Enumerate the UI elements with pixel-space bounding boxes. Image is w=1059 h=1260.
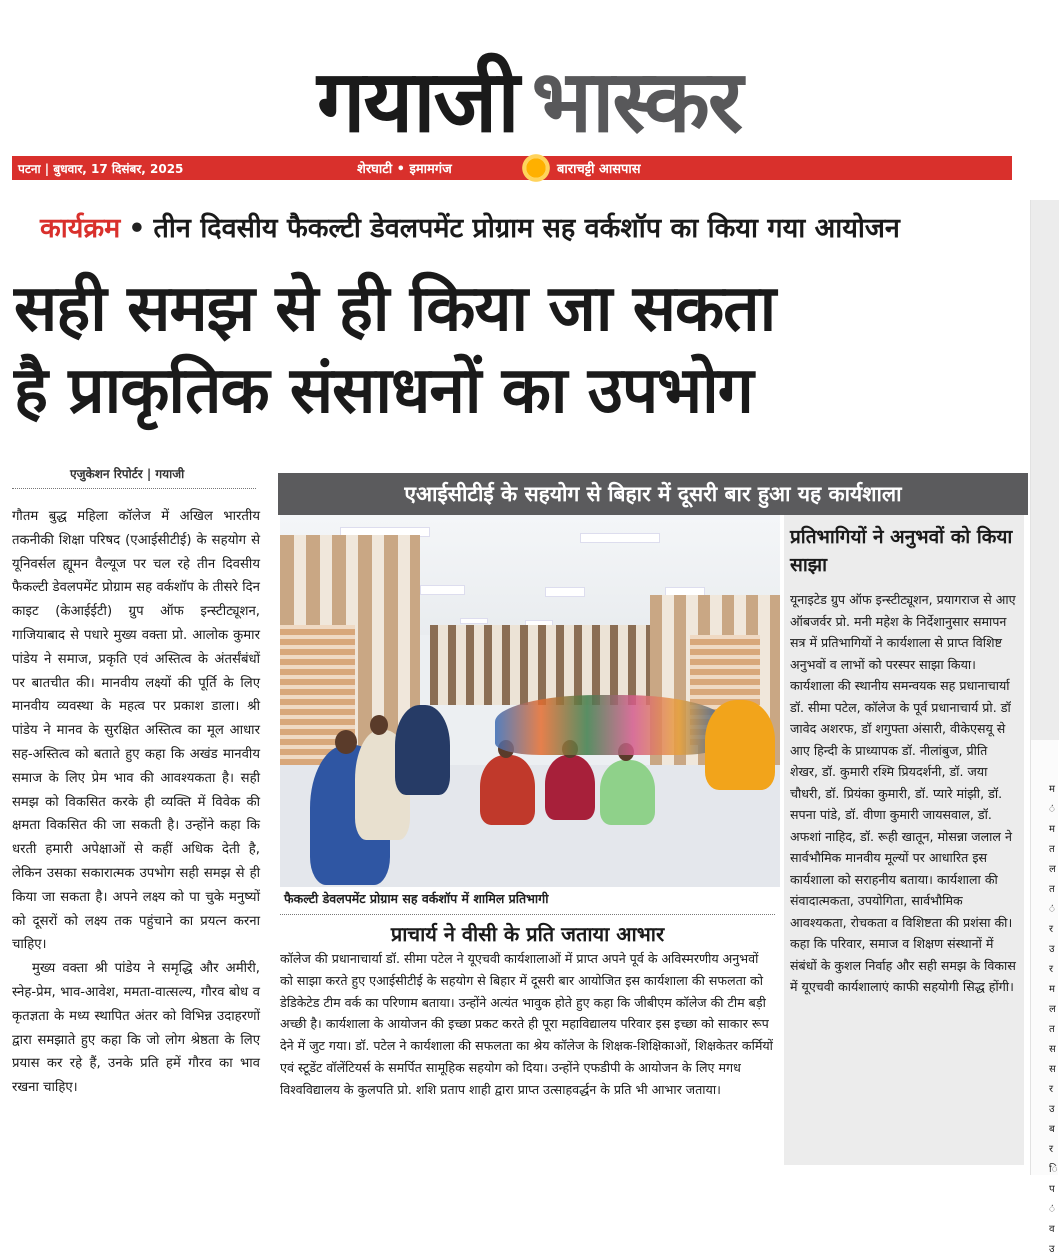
- dateline: पटना | बुधवार, 17 दिसंबर, 2025: [18, 162, 184, 176]
- caption-divider: [280, 914, 775, 915]
- headline-line-2: है प्राकृतिक संसाधनों का उपभोग: [14, 354, 753, 428]
- subheading-principal-thanks: प्राचार्य ने वीसी के प्रति जताया आभार: [390, 922, 665, 946]
- kicker-text: तीन दिवसीय फैकल्टी डेवलपमेंट प्रोग्राम सह वर्कशॉप का किया गया आयोजन: [153, 213, 900, 244]
- section-location-1: शेरघाटी • इमामगंज: [357, 162, 452, 177]
- body-paragraph: मुख्य वक्ता श्री पांडेय ने समृद्धि और अमीरी, स्नेह-प्रेम, भाव-आवेश, ममता-वात्सल्य, गौरव बोध व कृतज्ञता के मध्य स्थापित अंतर को विभिन्न उदाहरणों द्वारा समझाते हुए कहा कि जो लोग श्रेष्ठता के लिए प्रयास कर रहे हैं, उनके प्रति हमें गौरव का भाव रखना चाहिए।: [12, 961, 260, 1096]
- byline-city: गयाजी: [155, 467, 185, 481]
- section-strip: [12, 156, 1012, 180]
- adjacent-article-text-fragment: म ं म त ल त ं र उ र म ल त स स र उ ब र ि प ं व उ: [1049, 784, 1058, 1255]
- bullet-separator: •: [128, 213, 146, 244]
- article-headline: [14, 268, 1014, 432]
- adjacent-article-edge: [1030, 200, 1058, 1255]
- event-photo: [280, 515, 780, 887]
- sidebar-heading: प्रतिभागियों ने अनुभवों को किया साझा: [790, 526, 1013, 576]
- newspaper-masthead: [0, 40, 1058, 150]
- body-paragraph: गौतम बुद्ध महिला कॉलेज में अखिल भारतीय तकनीकी शिक्षा परिषद (एआईसीटीई) के सहयोग से यूनिवर्सल ह्यूमन वैल्यूज पर चल रहे तीन दिवसीय फैकल्टी डेवलपमेंट प्रोग्राम सह वर्कशॉप के तीसरे दिन काइट (केआईईटी) ग्रुप ऑफ इन्स्टीट्यूशन, गाजियाबाद से पधारे मुख्य वक्ता प्रो. आलोक कुमार पांडेय ने समाज, प्रकृति एवं अस्तित्व के अंतर्संबंधों पर बातचीत की। मानवीय लक्ष्यों की पूर्ति के लिए मानवीय व्यवस्था के महत्व पर प्रकाश डाला। श्री पांडेय ने मानव के सुरक्षित अस्तित्व का मूल आधार सह-अस्तित्व को बताते हुए कहा कि अखंड मानवीय समाज के लिए प्रेम भाव की आवश्यकता है। सही समझ को विकसित करके ही व्यक्ति में विवेक की क्षमता विकसित की जा सकती है। उन्होंने कहा कि धरती हमारी अपेक्षाओं से कहीं अधिक देती है, लेकिन उसका सकारात्मक उपभोग सही समझ से ही किया जा सकता है। अपने लक्ष्य को पा चुके मनुष्यों को दूसरों को लक्ष्य तक पहुंचाने का प्रयत्न करना चाहिए।: [12, 509, 260, 953]
- article-body-middle-column: कॉलेज की प्रधानाचार्या डॉ. सीमा पटेल ने यूएचवी कार्यशालाओं में प्राप्त अपने पूर्व के अविस्मरणीय अनुभवों को साझा करते हुए एआईसीटीई के सहयोग से बिहार में दूसरी बार आयोजित इस कार्यशाला की सफलता को डेडिकेटेड टीम वर्क का परिणाम बताया। उन्होंने अत्यंत भावुक होते हुए कहा कि जीबीएम कॉलेज की टीम बड़ी अच्छी है। कार्यशाला के आयोजन की इच्छा प्रकट करते ही पूरा महाविद्यालय परिवार इस इच्छा को साकार रूप देने में जुट गया। डॉ. पटेल ने कार्यशाला की सफलता का श्रेय कॉलेज के शिक्षक-शिक्षिकाओं, शिक्षकेतर कर्मियों एवं स्टूडेंट वॉलेंटियर्स के समर्पित सामूहिक सहयोग को दिया। उन्होंने एफडीपी के आयोजन के लिए मगध विश्वविद्यालय के कुलपति प्रो. शशि प्रताप शाही द्वारा प्राप्त उत्साहवर्द्धन के प्रति भी आभार जताया।: [280, 951, 773, 1097]
- headline-line-1: सही समझ से ही किया जा सकता: [14, 272, 776, 346]
- kicker-tag: कार्यक्रम: [40, 213, 121, 244]
- article-kicker: [40, 208, 900, 245]
- sun-logo-icon: [520, 152, 552, 184]
- sidebar-participants-box: [784, 515, 1024, 1165]
- byline-divider: [12, 488, 256, 489]
- byline-role: एजुकेशन रिपोर्टर: [70, 467, 143, 481]
- byline: एजुकेशन रिपोर्टर | गयाजी: [70, 467, 185, 481]
- article-body-left-column: [12, 505, 260, 1100]
- photo-banner-headline: एआईसीटीई के सहयोग से बिहार में दूसरी बार हुआ यह कार्यशाला: [278, 473, 1028, 515]
- section-location-2: बाराचट्टी आसपास: [557, 162, 641, 177]
- masthead-title-city: गयाजी: [316, 52, 518, 152]
- photo-caption: फैकल्टी डेवलपमेंट प्रोग्राम सह वर्कशॉप में शामिल प्रतिभागी: [284, 891, 549, 906]
- sidebar-body: यूनाइटेड ग्रुप ऑफ इन्स्टीट्यूशन, प्रयागराज से आए ऑबजर्वर प्रो. मनी महेश के निर्देशानुसार समापन सत्र में प्रतिभागियों ने कार्यशाला से प्राप्त विशिष्ट अनुभवों व लाभों को परस्पर साझा किया। कार्यशाला की स्थानीय समन्वयक सह प्रधानाचार्या डॉ. सीमा पटेल, कॉलेज के पूर्व प्रधानाचार्य प्रो. डॉ जावेद अशरफ, डॉ शगुफ्ता अंसारी, वीकेएसयू से आए हिन्दी के प्राध्यापक डॉ. नीलांबुज, प्रीति शेखर, डॉ. कुमारी रश्मि प्रियदर्शनी, डॉ. जया चौधरी, डॉ. प्रियंका कुमारी, डॉ. प्यारे मांझी, डॉ. सपना पांडे, डॉ. वीणा कुमारी जायसवाल, डॉ. अफशां नाहिद, डॉ. रूही खातून, मोसन्ना जलाल ने सार्वभौमिक मानवीय मूल्यों पर आधारित इस कार्यशाला को सराहनीय बताया। कार्यशाला की संवादात्मकता, उपयोगिता, सार्वभौमिक आवश्यकता, रोचकता व विशिष्टता की प्रशंसा की। कहा कि परिवार, समाज व शिक्षण संस्थानों में संबंधों के कुशल निर्वाह और सही समझ के विकास में यूएचवी कार्यशालाएं काफी सहयोगी सिद्ध होंगी।: [790, 592, 1016, 994]
- masthead-title-brand: भास्कर: [531, 52, 742, 152]
